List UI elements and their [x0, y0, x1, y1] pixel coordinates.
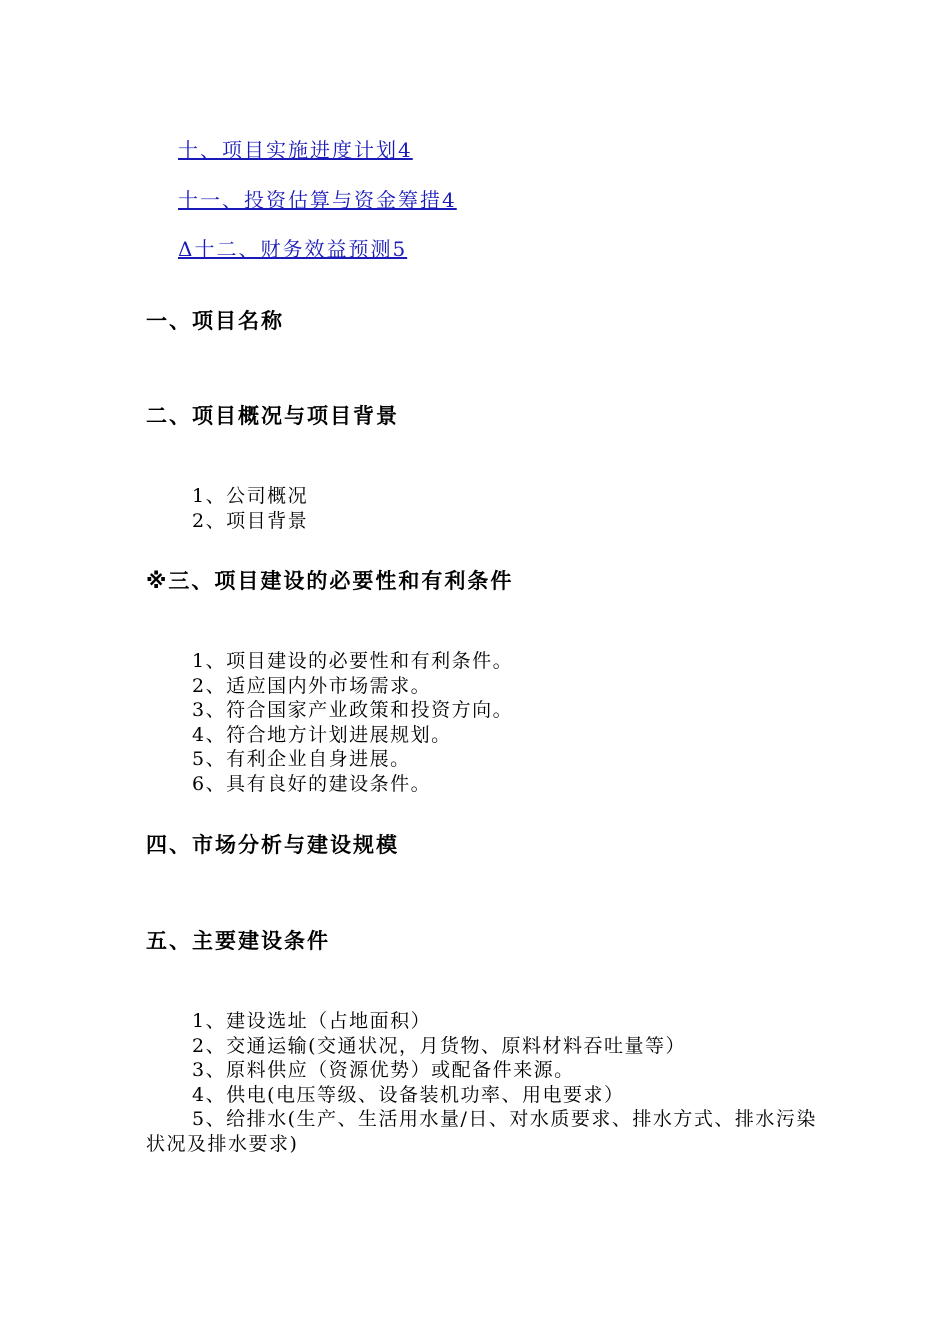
- section-heading-conditions: 五、主要建设条件: [146, 929, 330, 953]
- list-item: 2、交通运输(交通状况，月货物、原料材料吞吐量等）: [192, 1034, 687, 1057]
- list-item: 2、适应国内外市场需求。: [192, 674, 432, 697]
- list-item: 1、建设选址（占地面积）: [192, 1010, 432, 1032]
- conditions-list: [146, 1009, 826, 1156]
- list-item: 1、公司概况: [192, 485, 309, 507]
- list-item: 4、供电(电压等级、设备装机功率、用电要求）: [192, 1083, 625, 1106]
- list-item: 6、具有良好的建设条件。: [192, 772, 432, 795]
- list-item: 3、原料供应（资源优势）或配备件来源。: [192, 1059, 575, 1081]
- section-heading-necessity: ※三、项目建设的必要性和有利条件: [146, 569, 514, 593]
- list-item: 2、项目背景: [192, 509, 309, 532]
- section-heading-project-name: 一、项目名称: [146, 309, 284, 333]
- toc-link-investment[interactable]: 十一、投资估算与资金筹措4: [178, 188, 457, 212]
- list-item: 5、有利企业自身进展。: [192, 748, 411, 770]
- section-heading-market: 四、市场分析与建设规模: [146, 833, 399, 857]
- toc-link-schedule[interactable]: 十、项目实施进度计划4: [178, 138, 413, 162]
- list-item: 5、给排水(生产、生活用水量/日、对水质要求、排水方式、排水污染状况及排水要求): [146, 1108, 817, 1155]
- section-heading-overview: 二、项目概况与项目背景: [146, 404, 399, 428]
- list-item: 3、符合国家产业政策和投资方向。: [192, 699, 514, 721]
- list-item: 1、项目建设的必要性和有利条件。: [192, 650, 514, 672]
- necessity-list: [146, 649, 826, 796]
- toc-link-financial[interactable]: Δ十二、财务效益预测5: [178, 237, 408, 261]
- overview-list: [146, 484, 826, 533]
- list-item: 4、符合地方计划进展规划。: [192, 723, 452, 746]
